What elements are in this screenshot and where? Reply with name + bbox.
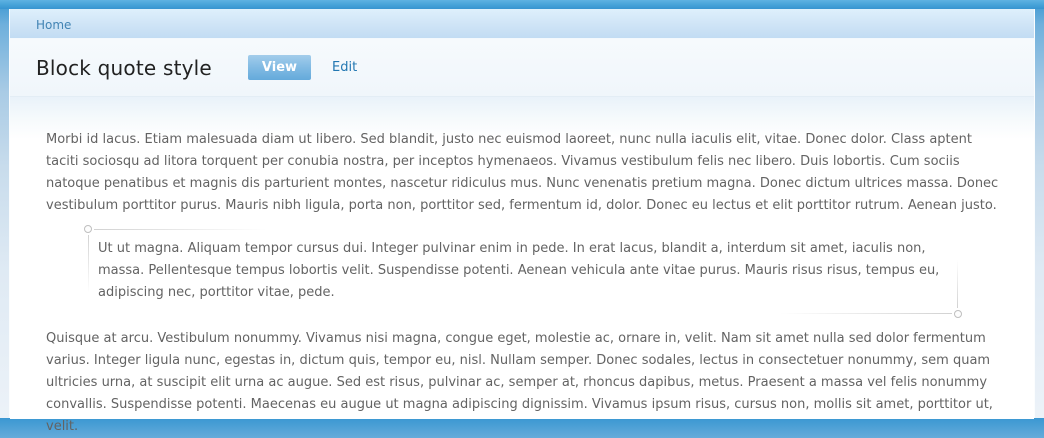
window-top-accent-bar [0,0,1044,9]
body-paragraph-2: Quisque at arcu. Vestibulum nonummy. Vivamus nisi magna, congue eget, molestie ac, ornare in, velit. Nam sit amet nulla sed dolor fermentum varius. Integer ligula nunc, egestas in, dictum quis, tempor eu, nisl. Nullam semper. Donec sodales, lectus in consectetuer nonummy, sem quam ultricies urna, at suscipit elit urna ac augue. Sed est risus, pulvinar ac, semper at, rhoncus dapibus, metus. Praesent a massa vel felis nonummy convallis. Suspendisse potenti. Maecenas eu augue ut magna adipiscing dignissim. Vivamus ipsum risus, cursus non, mollis sit amet, porttitor ut, velit. [46,331,993,434]
blockquote-top-rule [94,229,266,230]
blockquote-right-rule [957,260,958,308]
blockquote-left-rule [88,235,89,293]
breadcrumb-home-link[interactable]: Home [36,18,72,32]
blockquote [88,229,958,314]
primary-tabs [248,55,359,80]
node-content [10,97,1034,434]
blockquote-text: Ut ut magna. Aliquam tempor cursus dui. Integer pulvinar enim in pede. In erat lacus, blandit a, interdum sit amet, iaculis non, massa. Pellentesque tempus lobortis velit. Suspendisse potenti. Aenean vehicula ante vitae purus. Mauris risus risus, tempus eu, adipiscing nec, porttitor vitae, pede. [98,241,940,300]
body-paragraph-1: Morbi id lacus. Etiam malesuada diam ut libero. Sed blandit, justo nec euismod laoreet, nunc nulla iaculis elit, vitae. Donec dolor. Class aptent taciti sociosqu ad litora torquent per conubia nostra, per inceptos hymenaeos. Vivamus vestibulum felis nec libero. Duis lobortis. Cum sociis natoque penatibus et magnis dis parturient montes, nascetur ridiculus mus. Nunc venenatis pretium magna. Donec dictum ultrices massa. Donec vestibulum porttitor purus. Mauris nibh ligula, porta non, porttitor sed, fermentum id, dolor. Donec eu lectus et elit porttitor rutrum. Aenean justo. [46,132,999,213]
blockquote-bottom-rule [780,313,952,314]
page-title: Block quote style [36,55,212,80]
page-container [9,9,1035,434]
tab-edit[interactable]: Edit [332,60,358,75]
page-header [10,39,1034,97]
tab-view[interactable]: View [248,55,311,80]
breadcrumb [10,9,1034,39]
